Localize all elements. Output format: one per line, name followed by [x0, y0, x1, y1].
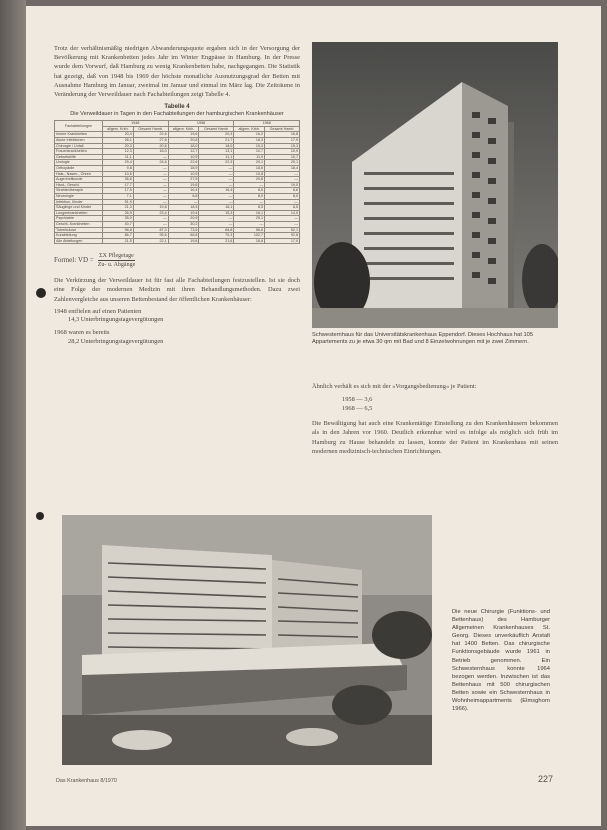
table-cell: 15,3 — [199, 210, 234, 216]
row-label: Infektion, Kinder — [55, 199, 103, 205]
table-cell: 20,3 — [103, 143, 134, 149]
table-cell: 20,1 — [265, 160, 300, 166]
table-cell: 16,1 — [234, 210, 265, 216]
table-cell: 35,0 — [103, 216, 134, 222]
table-cell: — — [199, 182, 234, 188]
table-cell: 22,6 — [133, 132, 168, 138]
table-cell: — — [133, 171, 168, 177]
table-cell: 17,9 — [265, 138, 300, 144]
list-year-line: 1968 waren es bereits — [54, 329, 110, 337]
table-row — [55, 238, 300, 244]
table-cell: 19,6 — [168, 182, 199, 188]
table-cell: — — [133, 177, 168, 183]
table-cell: 70,3 — [199, 233, 234, 239]
row-label: Augenheilkunde — [55, 177, 103, 183]
left-text-column — [54, 44, 300, 346]
table-title: Die Verweildauer in Tagen in den Fachabteilungen der hamburgischen Krankenhäuser — [70, 111, 284, 118]
table-cell: 21,7 — [199, 138, 234, 144]
table-cell: 92,8 — [265, 233, 300, 239]
table-cell: 56,6 — [234, 227, 265, 233]
table-cell: 26,9 — [103, 210, 134, 216]
photo-hospital-complex — [62, 515, 432, 765]
table-cell: — — [199, 177, 234, 183]
table-cell: — — [265, 177, 300, 183]
formula — [54, 252, 300, 269]
table-cell: 14,0 — [265, 210, 300, 216]
table-cell: 22,3 — [199, 160, 234, 166]
table-cell: 8,8 — [168, 193, 199, 199]
table-cell: 40,7 — [103, 221, 134, 227]
table-cell: 8,5 — [234, 205, 265, 211]
table-cell: 29,4 — [103, 160, 134, 166]
table-cell: 8,0 — [234, 193, 265, 199]
footer-journal: Das Krankenhaus 8/1970 — [56, 778, 117, 784]
table-cell: 16,4 — [199, 188, 234, 194]
formula-numerator: ΣX Pflegetage — [99, 253, 134, 260]
table-cell: 12,3 — [103, 149, 134, 155]
table-cell: 16,8 — [265, 132, 300, 138]
table-sub-head: allgem. Krkh. — [234, 126, 265, 132]
table-cell: — — [199, 165, 234, 171]
table-cell: — — [133, 193, 168, 199]
table-cell: 18,6 — [234, 165, 265, 171]
row-label: Akute Infektionen — [55, 138, 103, 144]
ratio-line: 1958 — 3,6 — [342, 396, 373, 404]
table-cell: 20,9 — [168, 216, 199, 222]
table-cell: 8,0 — [265, 193, 300, 199]
table-caption — [54, 104, 300, 118]
table-cell: 27,5 — [168, 177, 199, 183]
table-cell: — — [133, 165, 168, 171]
table-cell: 16,2 — [234, 132, 265, 138]
table-cell: 17,0 — [265, 238, 300, 244]
row-label: Orthopädie — [55, 165, 103, 171]
table-cell: 16,4 — [168, 188, 199, 194]
table-cell: 18,3 — [234, 138, 265, 144]
table-cell: 17,5 — [103, 188, 134, 194]
table-year-head: 1948 — [103, 121, 169, 127]
binding-hole-mark — [36, 512, 44, 520]
binding-hole-mark — [36, 288, 46, 298]
list-year-line: 1948 entfielen auf einen Patienten — [54, 307, 142, 315]
table-cell: — — [199, 171, 234, 177]
table-cell: 26,1 — [103, 138, 134, 144]
table-cell: 19,6 — [168, 132, 199, 138]
formula-denominator: Zu- u. Abgänge — [97, 262, 136, 269]
table-cell: 11,9 — [234, 154, 265, 160]
table-cell: 8,6 — [234, 188, 265, 194]
photo-high-rise-building — [312, 42, 558, 328]
page-number: 227 — [538, 774, 554, 784]
table-cell: 23,4 — [133, 210, 168, 216]
table-cell: — — [234, 199, 265, 205]
table-cell: 20,3 — [199, 132, 234, 138]
table-cell: 18,5 — [168, 205, 199, 211]
row-label: Innere Krankheiten — [55, 132, 103, 138]
table-sub-head: Gesamt Hamb. — [199, 126, 234, 132]
row-label: Urologie — [55, 160, 103, 166]
table-cell: 16,0 — [133, 149, 168, 155]
table-cell: 18,9 — [168, 165, 199, 171]
table-year-head: 1958 — [168, 121, 234, 127]
table-cell: — — [265, 216, 300, 222]
table-cell: 15,3 — [265, 143, 300, 149]
row-label: Hals-, Nasen-, Ohren — [55, 171, 103, 177]
row-label: Säuglinge und Kinder — [55, 205, 103, 211]
table-cell: 22,6 — [168, 160, 199, 166]
table-cell: 52,1 — [265, 227, 300, 233]
table-cell: 7,1 — [103, 193, 134, 199]
photo1-caption: Schwesternhaus für das Universitätskrankenhaus Eppendorf. Dieses Hochhaus hat 105 Appartements zu je etwa 30 qm mit Bad und 8 Einzelwohnungen mit je zwei Zimmern. — [312, 332, 533, 346]
table-year-head: 1968 — [234, 121, 300, 127]
table-cell: — — [199, 216, 234, 222]
table-cell: 19,4 — [168, 210, 199, 216]
right-paragraph-2: Die Bewältigung hat auch eine Krankentätige Einstellung zu den Krankenhäusern bekommen als in den Jahren vor 1960. Deutlich erkennbar wird es infolge als möglich sich früh im Hamburg zu Hause behandeln zu lassen, konnte der Patient im Krankenhaus mit seinen modernen medizinisch-technischen Einrichtungen. — [312, 420, 558, 455]
table-cell: 16,8 — [234, 238, 265, 244]
table-cell: 10,9 — [168, 171, 199, 177]
table-cell: 18,0 — [168, 143, 199, 149]
table-sub-head: Gesamt Hamb. — [133, 126, 168, 132]
table-cell: 12,7 — [168, 149, 199, 155]
table-cell: 19,0 — [265, 182, 300, 188]
table-cell: 20,1 — [234, 160, 265, 166]
table-cell: 17,7 — [103, 182, 134, 188]
table-cell: — — [234, 221, 265, 227]
table-cell: 25,1 — [234, 216, 265, 222]
row-label: Neurologie — [55, 193, 103, 199]
table-cell: — — [133, 182, 168, 188]
table-cell: — — [133, 221, 168, 227]
table-cell: 98,8 — [103, 227, 134, 233]
table-cell: 21,3 — [103, 205, 134, 211]
list-detail: 14,3 Unterbringungstagevergütungen — [68, 316, 164, 324]
table-cell: 20,8 — [168, 138, 199, 144]
right-paragraph-1: Ähnlich verhält es sich mit der »Vorgangsbedienung« je Patient: — [312, 383, 477, 390]
row-label: Alle Abteilungen — [55, 238, 103, 244]
table-cell: 11,1 — [199, 154, 234, 160]
table-col-head: Fachabteilungen — [55, 121, 103, 132]
table-cell: — — [133, 188, 168, 194]
table-sub-head: allgem. Krkh. — [168, 126, 199, 132]
row-label: Strahlentherapie — [55, 188, 103, 194]
ratio-line: 1968 — 6,5 — [342, 405, 373, 413]
table-cell: 36,6 — [103, 177, 134, 183]
table-cell: 19,8 — [168, 238, 199, 244]
table-cell: 10,9 — [265, 149, 300, 155]
page-edge-shadow — [0, 0, 26, 830]
row-label: Haut-, Geschl. — [55, 182, 103, 188]
table-cell: — — [199, 199, 234, 205]
intro-paragraph: Trotz der verhältnismäßig niedrigen Abwanderungsquote ergaben sich in der Versorgung der Bevölkerung mit Krankenbetten jedes Jahr im Winter Engpässe in Hamburg. In der Presse wurde dem Vorwurf, daß Hamburg zu wenig Krankenbetten habe, nachgegangen. Die Statistik hat gezeigt, daß von 1948 bis 1969 der höchste monatliche Ausnutzungsgrad der Betten mit Ausnahme Hamburg im Januar, zweimal im Januar und einmal im März lag. Die Zeiträume in Veränderung der Verweildauer nach Fachabteilungen zeigt Tabelle 4. — [54, 45, 300, 99]
table-cell: 8,8 — [265, 188, 300, 194]
table-cell: — — [234, 182, 265, 188]
table-cell: 10,7 — [265, 154, 300, 160]
table-cell: 19,8 — [133, 205, 168, 211]
row-label: Chirurgie / Unfall — [55, 143, 103, 149]
table-cell: 51,9 — [103, 199, 134, 205]
table-cell: 18,0 — [199, 143, 234, 149]
row-label: Psychiatrie — [55, 216, 103, 222]
table-cell: 87,0 — [133, 227, 168, 233]
table-cell: 24,6 — [133, 160, 168, 166]
table-cell: — — [133, 199, 168, 205]
row-label: Geschl.-Krankheiten — [55, 221, 103, 227]
table-cell: 16,1 — [199, 205, 234, 211]
formula-fraction — [98, 252, 136, 269]
table-cell: 10,7 — [234, 149, 265, 155]
table-sub-head: allgem. Krkh. — [103, 126, 134, 132]
table-cell: — — [265, 221, 300, 227]
table-cell: 9,8 — [103, 165, 134, 171]
table-cell: 21,5 — [103, 238, 134, 244]
table-sub-head: Gesamt Hamb. — [265, 126, 300, 132]
table-label: Tabelle 4 — [164, 104, 190, 111]
row-label: Kurabteilung — [55, 233, 103, 239]
right-text-column — [312, 382, 558, 459]
table-cell: 95,6 — [133, 233, 168, 239]
table-cell: 10,8 — [234, 171, 265, 177]
row-label: Tuberkulose — [55, 227, 103, 233]
table-cell: — — [265, 199, 300, 205]
table-cell: 10,6 — [103, 171, 134, 177]
row-label: Lungenkrankheiten — [55, 210, 103, 216]
table-cell: 11,1 — [103, 154, 134, 160]
table-cell: 21,6 — [199, 238, 234, 244]
table-cell: — — [133, 154, 168, 160]
table-cell: 18,4 — [265, 165, 300, 171]
table-cell: 20,4 — [103, 132, 134, 138]
table-cell: 22,1 — [133, 238, 168, 244]
table-cell: — — [199, 193, 234, 199]
table-cell: — — [199, 221, 234, 227]
table-cell: 68,8 — [168, 233, 199, 239]
formula-lhs: VD = — [77, 256, 94, 265]
table-cell: 102,7 — [234, 233, 265, 239]
table-cell: — — [265, 171, 300, 177]
photo2-caption: Die neue Chirurgie (Funktions- und Bettenhaus) des Hamburger Allgemeinen Krankenhauses St. Georg. Dieses unverkäuflich Anstalt hat 1400 Betten. Das chirurgische Funktionsgebäude wurde 1961 in Betrieb genommen. Ein Schwesternhaus konnte 1964 bezogen werden. Inzwischen ist das Bettenhaus mit 500 chirurgischen Betten sowie ein Schwesternhaus in Wohnheimappartments (Elmsghorn 1966). — [452, 609, 550, 713]
table-cell: — — [133, 216, 168, 222]
table-cell: 20,8 — [234, 177, 265, 183]
table-cell: 10,9 — [168, 154, 199, 160]
row-label: Geburtshilfe — [55, 154, 103, 160]
table-cell: 27,6 — [133, 138, 168, 144]
table-cell: 20,6 — [133, 143, 168, 149]
table-cell: — — [168, 199, 199, 205]
dwell-time-table — [54, 120, 300, 244]
table-cell: 66,8 — [199, 227, 234, 233]
table-cell: 73,6 — [168, 227, 199, 233]
table-cell: 15,3 — [234, 143, 265, 149]
table-cell: 13,1 — [199, 149, 234, 155]
row-label: Frauenkrankheiten — [55, 149, 103, 155]
ratio-list — [342, 395, 558, 413]
formula-label: Formel: — [54, 256, 77, 265]
list-detail: 28,2 Unterbringungstagevergütungen — [68, 337, 164, 345]
table-cell: 30,2 — [168, 221, 199, 227]
table-cell: 86,7 — [103, 233, 134, 239]
paragraph-after-formula: Die Verkürzung der Verweildauer ist für fast alle Fachabteilungen festzustellen. Ist sie doch eine Folge der modernen Medizin mit ihren Behandlungsmethoden. Dazu zwei Zahlenvergleiche aus unseren Bettenbestand der öffentlichen Krankenhäuser: — [54, 277, 300, 303]
table-cell: 8,5 — [265, 205, 300, 211]
